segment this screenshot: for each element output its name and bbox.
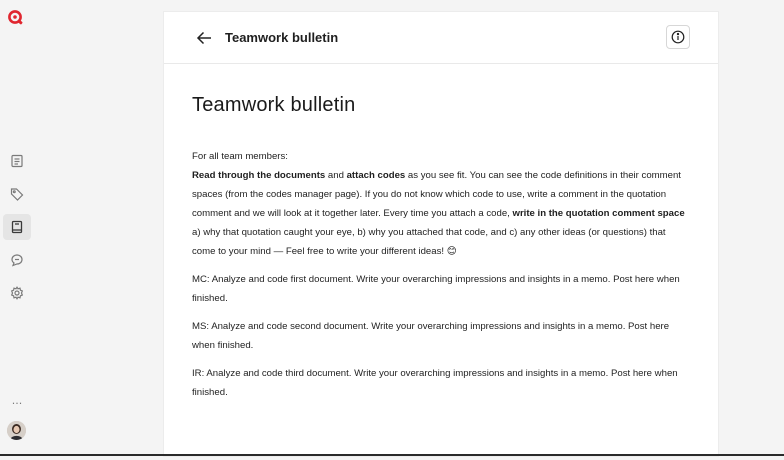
avatar[interactable] [7,421,26,440]
card-header [164,12,718,64]
intro-paragraph [192,147,690,261]
back-button[interactable] [194,28,214,48]
info-button[interactable] [666,25,690,49]
arrow-left-icon [196,31,212,45]
more-icon[interactable]: ... [11,394,23,407]
mc-paragraph: MC: Analyze and code first document. Write your overarching impressions and insights in a memo. Post here when finished. [192,274,680,304]
ir-paragraph: IR: Analyze and code third document. Write your overarching impressions and insights in a memo. Post here when finished. [192,368,678,398]
documents-icon[interactable] [3,148,31,174]
window-bottom-border [0,454,784,456]
instruction-bold-3: attach codes [346,170,406,181]
instruction-bold-1: Read through the documents [192,170,326,181]
instruction-text-4: as you see fit. You can see the code definitions in their comment spaces (from the codes manager page). If you do not know which code to use, write a comment in the quotation comment and we will look at it together later. Every time you attach a code, [192,170,681,219]
header-title: Teamwork bulletin [225,30,339,45]
tag-icon[interactable] [3,181,31,207]
bulletin-card [164,12,718,456]
instruction-bold-5: write in the quotation comment space [512,208,685,219]
instruction-text-6: a) why that quotation caught your eye, b) why you attached that code, and c) any other ideas (or questions) that come to your mind — Feel free to write your different ideas! 😊 [192,227,666,257]
instruction-text-2: and [325,170,347,181]
intro-text: For all team members: [192,151,288,162]
bulletin-document [164,64,718,402]
book-icon[interactable] [3,214,31,240]
comment-icon[interactable] [3,247,31,273]
left-rail [0,0,33,454]
logo-icon[interactable] [7,9,25,27]
settings-icon[interactable] [3,280,31,306]
document-title: Teamwork bulletin [192,94,356,116]
ms-paragraph: MS: Analyze and code second document. Write your overarching impressions and insights in a memo. Post here when finished. [192,321,670,351]
info-icon [671,30,685,44]
